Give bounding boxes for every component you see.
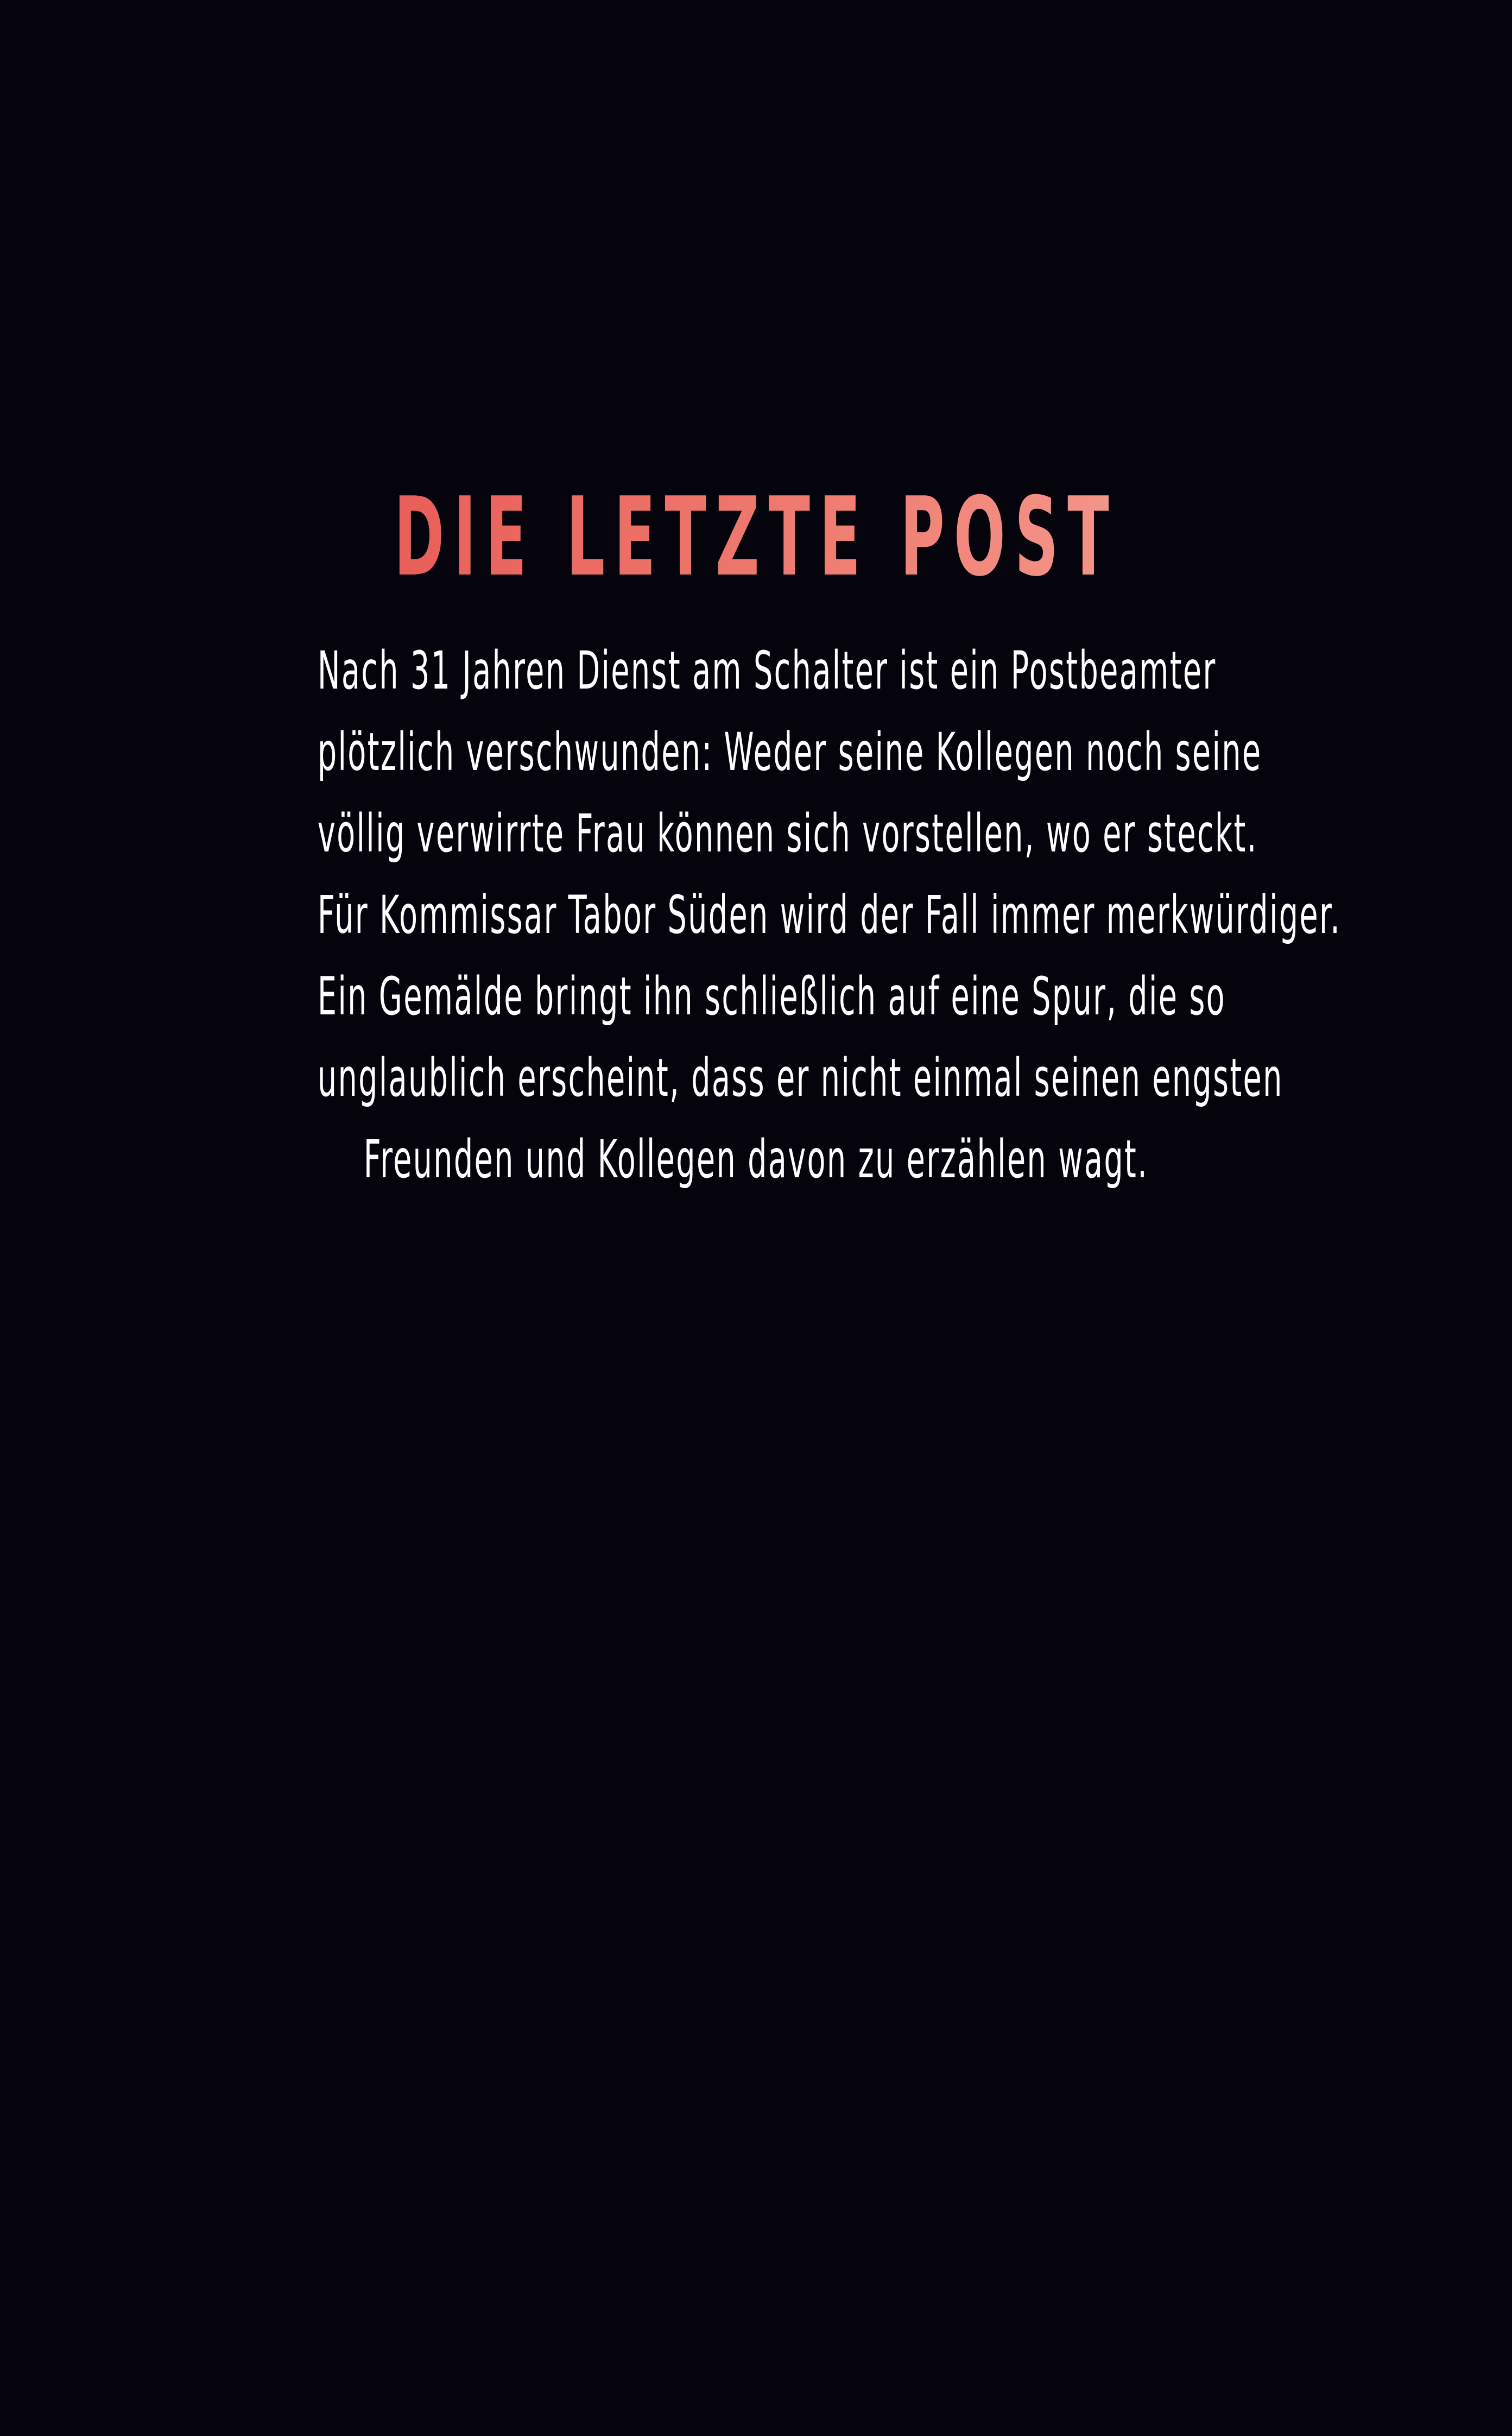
blurb-line: unglaublich erscheint, dass er nicht einmal seinen engsten <box>317 1047 1283 1108</box>
blurb-line: Für Kommissar Tabor Süden wird der Fall immer merkwürdiger. <box>317 885 1342 945</box>
blurb-text <box>0 630 1512 1200</box>
blurb-line: völlig verwirrte Frau können sich vorstellen, wo er steckt. <box>317 803 1258 864</box>
blurb-line: Nach 31 Jahren Dienst am Schalter ist ein Postbeamter <box>317 640 1217 701</box>
blurb-line: plötzlich verschwunden: Weder seine Kollegen noch seine <box>317 722 1262 782</box>
blurb-line: Freunden und Kollegen davon zu erzählen wagt. <box>363 1129 1149 1190</box>
blurb-line: Ein Gemälde bringt ihn schließlich auf eine Spur, die so <box>317 966 1226 1027</box>
book-title: DIE LETZTE POST <box>333 478 1180 597</box>
